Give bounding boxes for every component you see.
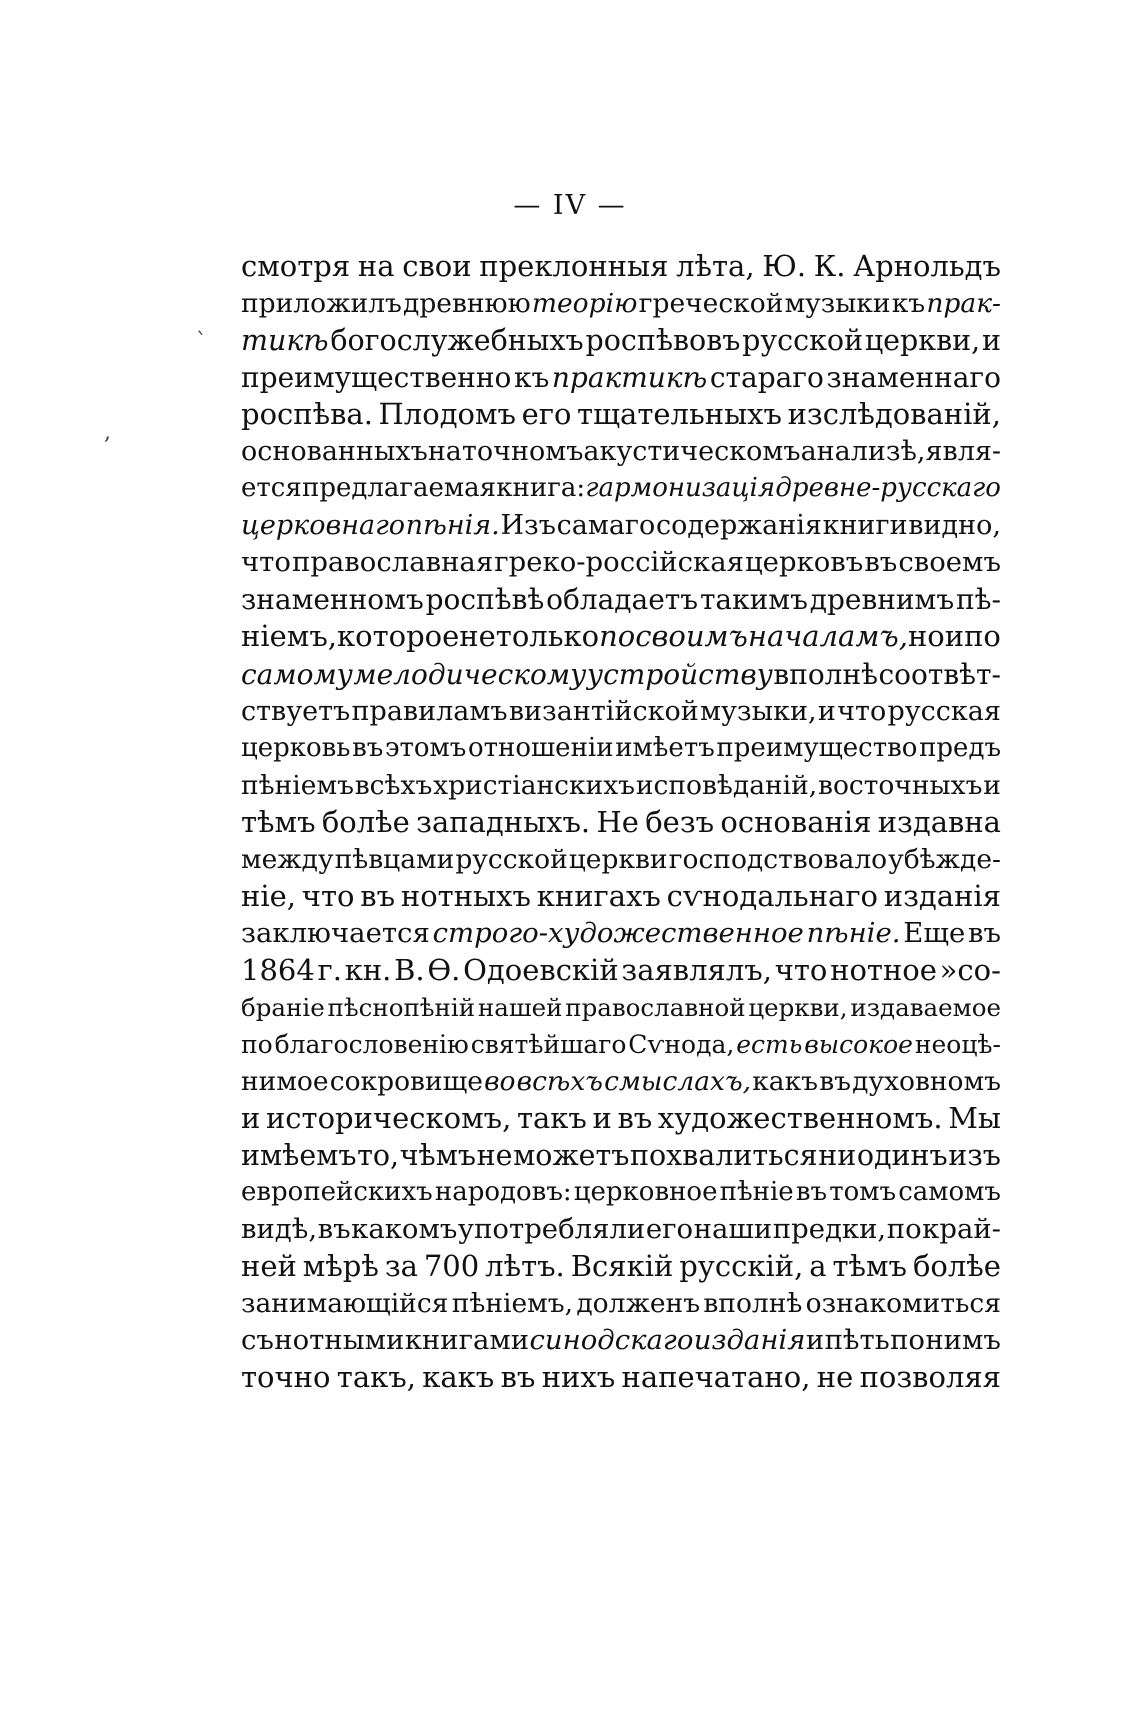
italic-word: есть (736, 1029, 803, 1059)
word: употребляли (457, 1213, 646, 1246)
word: ется (241, 473, 302, 504)
word: такъ (516, 1101, 587, 1136)
word: Еще (903, 916, 966, 949)
word: тѣмъ (241, 804, 316, 839)
word: чѣмъ (399, 1139, 477, 1173)
word: православная (291, 546, 494, 579)
margin-mark: ˋ (196, 330, 207, 355)
word: по (964, 619, 1001, 654)
text-line (241, 952, 1001, 989)
word: на (357, 249, 395, 283)
text-line (241, 618, 1001, 655)
word: болѣе (321, 804, 410, 839)
text-line (241, 1359, 1001, 1396)
word: не (816, 1360, 854, 1395)
word: русскій, (679, 1249, 804, 1284)
word: Плодомъ (378, 397, 517, 432)
text-line (241, 433, 1001, 470)
word: неоцѣ- (914, 1029, 1001, 1059)
italic-word: высокое (804, 1029, 913, 1059)
word: греко-россійская (494, 546, 744, 579)
word: западныхъ. (416, 804, 591, 839)
word: въ (500, 1360, 536, 1395)
word: церкви (568, 843, 668, 875)
word: и (817, 695, 836, 727)
word: въ (360, 878, 396, 913)
word: нотное (830, 952, 937, 987)
text-line (241, 915, 1001, 952)
word: что (241, 546, 291, 579)
word: пѣніемъ, (451, 1288, 574, 1320)
italic-word: церковнаго (241, 510, 405, 542)
word: по (890, 1324, 925, 1357)
word: своемъ (898, 546, 1001, 579)
text-line (241, 322, 1001, 359)
word: только (495, 619, 600, 654)
word: пѣніемъ (241, 769, 354, 801)
word: книгахъ (536, 878, 661, 913)
word: церковъ (745, 546, 864, 579)
word: обладаетъ (546, 583, 699, 617)
word: самомъ (898, 1177, 1001, 1208)
word: Мы (948, 1101, 1001, 1136)
text-line (241, 693, 1001, 730)
word: лѣтъ. (485, 1249, 565, 1284)
word: ней (241, 1249, 297, 1284)
word: роспѣвѣ (425, 583, 545, 617)
word: мѣрѣ (302, 1249, 379, 1284)
word: точно (241, 1360, 331, 1395)
word: въ (864, 546, 898, 579)
word: позволяя (859, 1360, 1001, 1395)
word: что (774, 952, 828, 987)
text-line (241, 1026, 1001, 1063)
word: имѣетъ (615, 732, 715, 763)
word: всѣхъ (354, 769, 433, 801)
word: одинъ (856, 1139, 948, 1173)
word: восточныхъ (818, 769, 983, 801)
text-line (241, 581, 1001, 618)
text-line (241, 359, 1001, 396)
word: народовъ: (434, 1177, 572, 1208)
word: предлагаемая (302, 473, 497, 504)
word: къ (891, 288, 926, 320)
word: анализѣ, (800, 436, 926, 468)
italic-word: гармонизація (585, 473, 776, 504)
word: на (427, 436, 462, 468)
word: русской (742, 324, 864, 358)
italic-word: пѣніе. (806, 916, 901, 949)
word: и (983, 769, 1001, 801)
word: явля- (925, 436, 1002, 468)
word: его (521, 397, 572, 432)
word: соотвѣт- (878, 657, 1001, 691)
word: господствовало (668, 843, 888, 875)
word: благословенію (274, 1029, 469, 1059)
word: тщательныхъ (577, 397, 782, 432)
word: основанныхъ (241, 436, 428, 468)
word: можетъ (513, 1139, 630, 1173)
text-line (241, 470, 1001, 507)
word: напечатано, (621, 1360, 811, 1395)
word: пѣть (824, 1324, 890, 1357)
word: край- (922, 1213, 1001, 1246)
text-line (241, 804, 1001, 841)
word: сокровище (329, 1066, 483, 1098)
text-line (241, 544, 1001, 581)
word: такимъ (699, 583, 808, 617)
word: и (944, 619, 965, 654)
word: пѣснопѣній (327, 992, 476, 1022)
text-line (241, 507, 1001, 544)
word: свои (402, 249, 472, 283)
word: 1864 (241, 952, 315, 987)
word: »со- (939, 952, 1001, 987)
word: книги (822, 510, 908, 542)
word: между (241, 843, 334, 875)
word: которое (337, 619, 460, 654)
italic-word: во (484, 1066, 516, 1098)
word: въ (617, 1101, 653, 1136)
word: кн. (344, 952, 392, 987)
italic-word: изданія (693, 1324, 806, 1357)
word: древнимъ (809, 583, 955, 617)
italic-word: всѣхъ (516, 1066, 603, 1098)
italic-word: началамъ, (747, 619, 908, 654)
italic-word: теорію (531, 288, 638, 320)
text-line (241, 656, 1001, 693)
text-line (241, 1211, 1001, 1248)
text-line (241, 285, 1001, 322)
word: церкви, (748, 992, 848, 1022)
word: акустическомъ (583, 436, 801, 468)
italic-word: древне-русскаго (775, 473, 1001, 504)
word: православной (565, 992, 746, 1022)
word: издаваемое (850, 992, 1001, 1022)
italic-word: мелодическому (353, 657, 587, 691)
italic-word: практикѣ (551, 361, 708, 395)
word: духовномъ (852, 1066, 1001, 1098)
word: за (384, 1249, 418, 1284)
word: книга: (496, 473, 586, 504)
word: основанія (720, 804, 872, 839)
word: музыки, (700, 695, 817, 727)
word: нотными (274, 1324, 405, 1357)
word: наши (693, 1213, 773, 1246)
word: заключается (241, 916, 430, 949)
word: къ (513, 361, 550, 395)
word: нимъ (925, 1324, 1001, 1357)
word: историческомъ, (265, 1101, 512, 1136)
margin-mark: , (104, 420, 111, 445)
word: похвалиться (630, 1139, 818, 1173)
word: европейскихъ (241, 1177, 433, 1208)
italic-word: прак- (926, 288, 1001, 320)
word: то, (357, 1139, 400, 1173)
word: какъ (422, 1360, 495, 1395)
word: имѣемъ (241, 1139, 357, 1173)
word: браніе (241, 992, 325, 1022)
text-line (241, 841, 1001, 878)
word: томъ (829, 1177, 897, 1208)
word: пѣвцами (334, 843, 455, 875)
word: г. (317, 952, 342, 987)
italic-word: своимъ (635, 619, 748, 654)
word: тѣмъ (832, 1249, 908, 1284)
word: какъ (752, 1066, 819, 1098)
word: изъ (948, 1139, 1001, 1173)
word: не (476, 1139, 513, 1173)
word: преимущественно (241, 361, 512, 395)
word: занимающійся (241, 1288, 449, 1320)
word: въ (819, 1066, 851, 1098)
body-text (241, 248, 1001, 1396)
italic-word: тикѣ (241, 324, 329, 358)
word: Арнольдъ (853, 249, 1001, 283)
word: знаменномъ (241, 583, 424, 617)
word: и (592, 1101, 612, 1136)
italic-word: самому (241, 657, 353, 691)
word: пѣ- (955, 583, 1001, 617)
text-line (241, 1100, 1001, 1137)
word: исповѣданій, (635, 769, 818, 801)
word: ни (818, 1139, 857, 1173)
text-line (241, 396, 1001, 433)
word: богослужебныхъ (330, 324, 584, 358)
word: Ю. (762, 249, 807, 283)
word: русская (887, 695, 1001, 727)
word: болѣе (912, 1249, 1001, 1284)
word: В. (394, 952, 425, 987)
word: приложилъ (241, 288, 402, 320)
word: К. (813, 249, 846, 283)
word: древнюю (403, 288, 531, 320)
word: издавна (877, 804, 1001, 839)
word: Ѳ. (427, 952, 461, 987)
word: и (981, 324, 1001, 358)
word: но (907, 619, 945, 654)
text-line (241, 730, 1001, 767)
word: греческой (638, 288, 784, 320)
word: такъ, (336, 1360, 416, 1395)
word: ознакомиться (805, 1288, 1001, 1320)
word: и (805, 1324, 825, 1357)
word: смотря (241, 249, 351, 283)
word: точномъ (461, 436, 584, 468)
italic-word: устройству (586, 657, 773, 691)
word: христіанскихъ (433, 769, 636, 801)
text-line (241, 248, 1001, 285)
word: вполнѣ (773, 657, 879, 691)
word: содержанія (656, 510, 822, 542)
word: видно, (908, 510, 1001, 542)
text-line (241, 1174, 1001, 1211)
word: Не (596, 804, 639, 839)
word: вполнѣ (703, 1288, 803, 1320)
word: нимое (241, 1066, 329, 1098)
italic-word: пѣнія. (405, 510, 500, 542)
word: византійской (508, 695, 699, 727)
word: заявлялъ, (621, 952, 772, 987)
word: а (809, 1249, 827, 1284)
word: художественномъ. (657, 1101, 943, 1136)
word: по (241, 1029, 273, 1059)
word: 700 (423, 1249, 480, 1284)
text-line (241, 878, 1001, 915)
italic-word: по (599, 619, 636, 654)
word: его (645, 1213, 694, 1246)
italic-word: смыслахъ, (604, 1066, 752, 1098)
word: правиламъ (351, 695, 508, 727)
word: стараго (709, 361, 824, 395)
word: ствуетъ (241, 695, 351, 727)
word: русской (455, 843, 568, 875)
word: Сѵнода, (628, 1029, 735, 1059)
word: съ (241, 1324, 274, 1357)
word: ніемъ, (241, 619, 337, 654)
word: ніе, (241, 878, 296, 913)
word: какомъ (351, 1213, 458, 1246)
word: видѣ, (241, 1213, 318, 1246)
word: и (241, 1101, 261, 1136)
word: въ (317, 1213, 351, 1246)
text-line (241, 1063, 1001, 1100)
word: изслѣдованій, (787, 397, 1001, 432)
word: роспѣва. (241, 397, 373, 432)
word: что (837, 695, 887, 727)
word: церкви, (864, 324, 981, 358)
word: пѣніе (719, 1177, 794, 1208)
word: преклонныя (479, 249, 669, 283)
word: сѵнодальнаго (666, 878, 878, 913)
text-line (241, 1248, 1001, 1285)
word: книгами (404, 1324, 530, 1357)
word: не (459, 619, 496, 654)
word: предки, (772, 1213, 887, 1246)
word: святѣйшаго (470, 1029, 627, 1059)
word: роспѣвовъ (585, 324, 741, 358)
word: изданія (883, 878, 1001, 913)
word: самаго (556, 510, 656, 542)
text-line (241, 989, 1001, 1026)
word: Изъ (500, 510, 556, 542)
word: убѣжде- (888, 843, 1001, 875)
word: отношеніи (467, 732, 614, 763)
word: предъ (919, 732, 1001, 763)
word: преимущество (716, 732, 918, 763)
word: по (886, 1213, 922, 1246)
word: знаменнаго (826, 361, 1001, 395)
word: нотныхъ (400, 878, 531, 913)
word: долженъ (576, 1288, 701, 1320)
italic-word: строго-художественное (432, 916, 804, 949)
word: музыки (784, 288, 891, 320)
word: нихъ (541, 1360, 616, 1395)
word: безъ (645, 804, 715, 839)
text-line (241, 1285, 1001, 1322)
word: въ (968, 916, 1001, 949)
text-line (241, 767, 1001, 804)
text-line (241, 1322, 1001, 1359)
word: этомъ (384, 732, 467, 763)
word: въ (352, 732, 384, 763)
page-number: — IV — (513, 190, 627, 221)
italic-word: синодскаго (529, 1324, 694, 1357)
word: церковное (573, 1177, 718, 1208)
word: Одоевскій (463, 952, 619, 987)
word: въ (795, 1177, 828, 1208)
word: церковь (241, 732, 351, 763)
word: Всякій (570, 1249, 674, 1284)
word: нашей (477, 992, 563, 1022)
word: лѣта, (676, 249, 755, 283)
text-line (241, 1137, 1001, 1174)
word: что (301, 878, 355, 913)
